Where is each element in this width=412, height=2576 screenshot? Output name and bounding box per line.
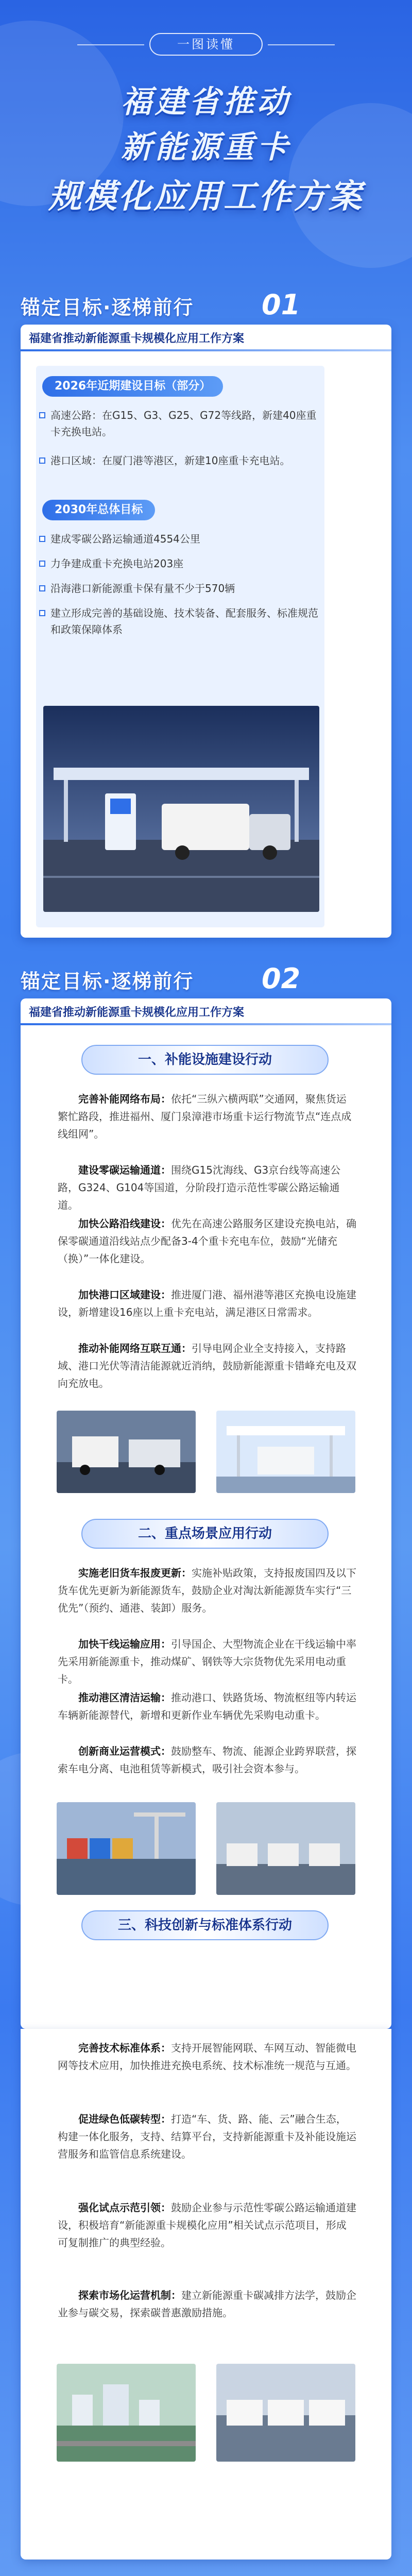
section2-card-continued bbox=[21, 2029, 391, 2560]
measure-paragraph: 完善补能网络布局：依托“三纵六横两联”交通网，聚焦货运繁忙路段，推进福州、厦门泉漳港市场重卡运行物流节点“连点成线组网”。 bbox=[58, 1093, 352, 1140]
goal-item: 力争建成重卡充换电站203座 bbox=[50, 555, 318, 572]
hero-title-line2: 新能源重卡 bbox=[121, 129, 291, 165]
section2-title: 锚定目标·逐梯前行 bbox=[21, 970, 194, 993]
hero-divider-left bbox=[77, 44, 144, 45]
section1-card bbox=[21, 325, 391, 938]
section1-title: 锚定目标·逐梯前行 bbox=[21, 296, 194, 319]
goal-item: 高速公路：在G15、G3、G25、G72等线路，新建40座重卡充换电站。 bbox=[50, 407, 318, 443]
goal-item: 沿海港口新能源重卡保有量不少于570辆 bbox=[50, 580, 318, 597]
measure-paragraph: 创新商业运营模式：鼓励整车、物流、能源企业跨界联营，探索车电分离、电池租赁等新模式，吸引社会资本参与。 bbox=[58, 1745, 356, 1775]
bullet-square-icon bbox=[39, 457, 45, 464]
trucks-photo bbox=[57, 1411, 196, 1493]
card-title-underline bbox=[21, 1023, 391, 1025]
bullet-square-icon bbox=[39, 412, 45, 418]
pill-2030-goals: 2030年总体目标 bbox=[42, 500, 155, 520]
section2-card bbox=[21, 998, 391, 2029]
measure-paragraph: 实施老旧货车报废更新：实施补贴政策，支持报废国四及以下货车优先更新为新能源货车，鼓励企业对淘汰新能源货车实行“三优先”（预约、通港、装卸）服务。 bbox=[58, 1567, 356, 1614]
pill-2026-goals: 2026年近期建设目标（部分） bbox=[42, 376, 223, 397]
goal-item: 港口区域：在厦门港等港区，新建10座重卡充电站。 bbox=[50, 452, 318, 488]
port-photo bbox=[57, 1802, 196, 1895]
hero-divider-right bbox=[268, 44, 335, 45]
goal-item: 建立形成完善的基础设施、技术装备、配套服务、标准规范和政策保障体系 bbox=[50, 605, 318, 638]
measure-paragraph: 强化试点示范引领：鼓励企业参与示范性零碳公路运输通道建设，积极培育“新能源重卡规模化应用”相关试点示范项目，形成可复制推广的典型经验。 bbox=[58, 2201, 356, 2249]
hero-tag: 一图读懂 bbox=[149, 33, 263, 56]
measure-paragraph: 完善技术标准体系：支持开展智能网联、车网互动、智能微电网等技术应用，加快推进充换电系统、技术标准统一规范与互通。 bbox=[58, 2042, 356, 2072]
measure-paragraph: 建设零碳运输通道：围绕G15沈海线、G3京台线等高速公路，G324、G104等国道，分阶段打造示范性零碳公路运输通道。 bbox=[58, 1164, 341, 1211]
subsection-header-scenarios: 二、重点场景应用行动 bbox=[81, 1519, 329, 1549]
charging-canopy-photo bbox=[216, 1411, 355, 1493]
section2-header bbox=[21, 962, 391, 993]
measure-paragraph: 加快港口区域建设：推进厦门港、福州港等港区充换电设施建设，新增建设16座以上重卡充电站，满足港区日常需求。 bbox=[58, 1289, 356, 1318]
bullet-square-icon bbox=[39, 585, 45, 591]
measure-paragraph: 推动补能网络互联互通：引导电网企业全支持接入，支持路域、港口光伏等清洁能源就近消纳，鼓励新能源重卡错峰充电及双向充放电。 bbox=[58, 1342, 356, 1389]
measure-paragraph: 促进绿色低碳转型：打造“车、货、路、能、云”融合生态，构建一体化服务，支持、结算平台，支持新能源重卡及补能设施运营服务和监管信息系统建设。 bbox=[58, 2113, 356, 2160]
hero-title-line1: 福建省推动 bbox=[121, 84, 291, 120]
hero-title-line3: 规模化应用工作方案 bbox=[48, 178, 364, 216]
bullet-square-icon bbox=[39, 610, 45, 616]
measure-paragraph: 探索市场化运营机制：建立新能源重卡碳减排方法学，鼓励企业参与碳交易，探索碳普惠激励措施。 bbox=[58, 2289, 356, 2319]
subsection-header-facilities: 一、补能设施建设行动 bbox=[81, 1045, 329, 1075]
truck-depot-photo bbox=[216, 1802, 355, 1895]
subsection-header-innovation: 三、科技创新与标准体系行动 bbox=[81, 1910, 329, 1940]
measure-paragraph: 推动港区清洁运输：推动港口、铁路货场、物流枢纽等内转运车辆新能源替代，新增和更新作业车辆优先采购电动重卡。 bbox=[58, 1691, 356, 1721]
charging-station-photo bbox=[43, 706, 319, 912]
bullet-square-icon bbox=[39, 561, 45, 567]
measure-paragraph: 加快公路沿线建设：优先在高速公路服务区建设充换电站，确保零碳通道沿线站点少配备3-4个重卡充电车位，鼓励“光储充（换）”一体化建设。 bbox=[58, 1217, 356, 1265]
section1-number: 01 bbox=[262, 289, 301, 321]
card-title: 福建省推动新能源重卡规模化应用工作方案 bbox=[29, 1006, 245, 1019]
smart-city-photo bbox=[57, 2364, 196, 2462]
goal-item: 建成零碳公路运输通道4554公里 bbox=[50, 531, 318, 547]
bullet-square-icon bbox=[39, 536, 45, 542]
section1-header bbox=[21, 289, 391, 319]
truck-fleet-photo bbox=[216, 2364, 355, 2462]
card-title-underline bbox=[21, 349, 391, 351]
section2-number: 02 bbox=[262, 962, 301, 995]
hero-banner bbox=[0, 0, 412, 289]
measure-paragraph: 加快干线运输应用：引导国企、大型物流企业在干线运输中率先采用新能源重卡，推动煤矿、钢铁等大宗货物优先采用电动重卡。 bbox=[58, 1638, 356, 1685]
card-title: 福建省推动新能源重卡规模化应用工作方案 bbox=[29, 332, 245, 345]
